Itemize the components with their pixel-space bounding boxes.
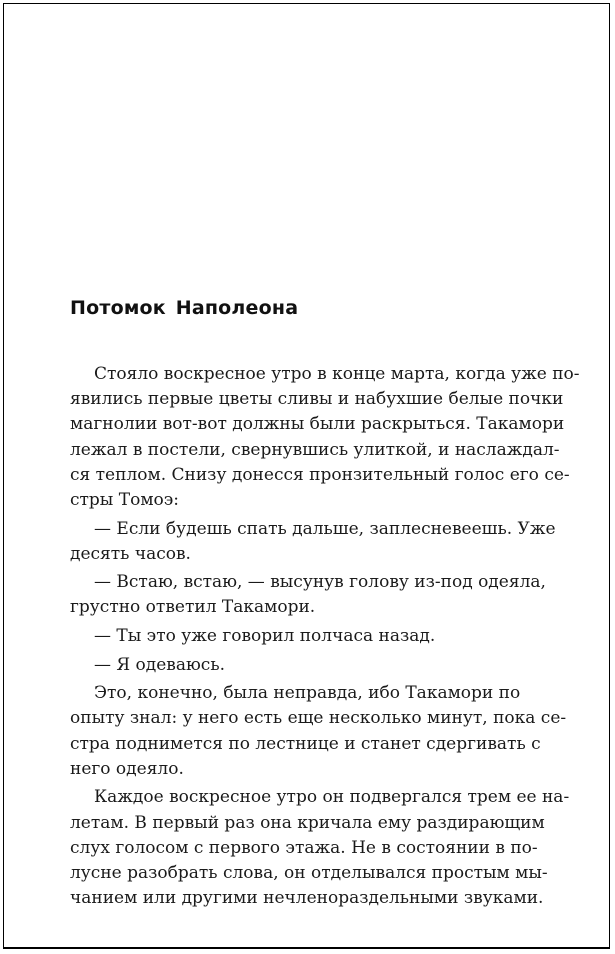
text-line: ся теплом. Снизу донесся пронзительный голос его се- [70, 464, 570, 485]
text-line: грустно ответил Такамори. [70, 597, 316, 618]
body-text [70, 362, 580, 911]
text-line: лежал в постели, свернувшись улиткой, и наслаждал- [70, 439, 560, 460]
text-line: десять часов. [70, 543, 191, 564]
text-line: — Я одеваюсь. [94, 654, 225, 675]
book-page [3, 3, 610, 949]
text-line: него одеяло. [70, 758, 184, 779]
text-line: — Если будешь спать дальше, заплесневеешь. Уже [94, 518, 556, 539]
text-line: — Ты это уже говорил полчаса назад. [94, 626, 436, 647]
text-line: чанием или другими нечленораздельными звуками. [70, 888, 544, 909]
text-line: явились первые цветы сливы и набухшие белые почки [70, 389, 564, 410]
text-line: — Встаю, встаю, — высунув голову из-под одеяла, [94, 572, 546, 593]
chapter-title: Потомок Наполеона [70, 297, 299, 319]
text-line: магнолии вот-вот должны были раскрыться. Такамори [70, 414, 565, 435]
text-line: Это, конечно, была неправда, ибо Такамори по [94, 683, 521, 704]
text-line: опыту знал: у него есть еще несколько минут, пока се- [70, 708, 567, 729]
text-line: Стояло воскресное утро в конце марта, когда уже по- [94, 364, 580, 384]
text-line: Каждое воскресное утро он подвергался трем ее на- [94, 787, 570, 808]
text-line: летам. В первый раз она кричала ему раздирающим [70, 812, 545, 833]
text-line: слух голосом с первого этажа. Не в состоянии в по- [70, 837, 538, 858]
text-line: стра поднимется по лестнице и станет сдергивать с [70, 733, 541, 754]
text-line: лусне разобрать слова, он отделывался простым мы- [70, 862, 548, 883]
text-line: стры Томоэ: [70, 489, 180, 510]
